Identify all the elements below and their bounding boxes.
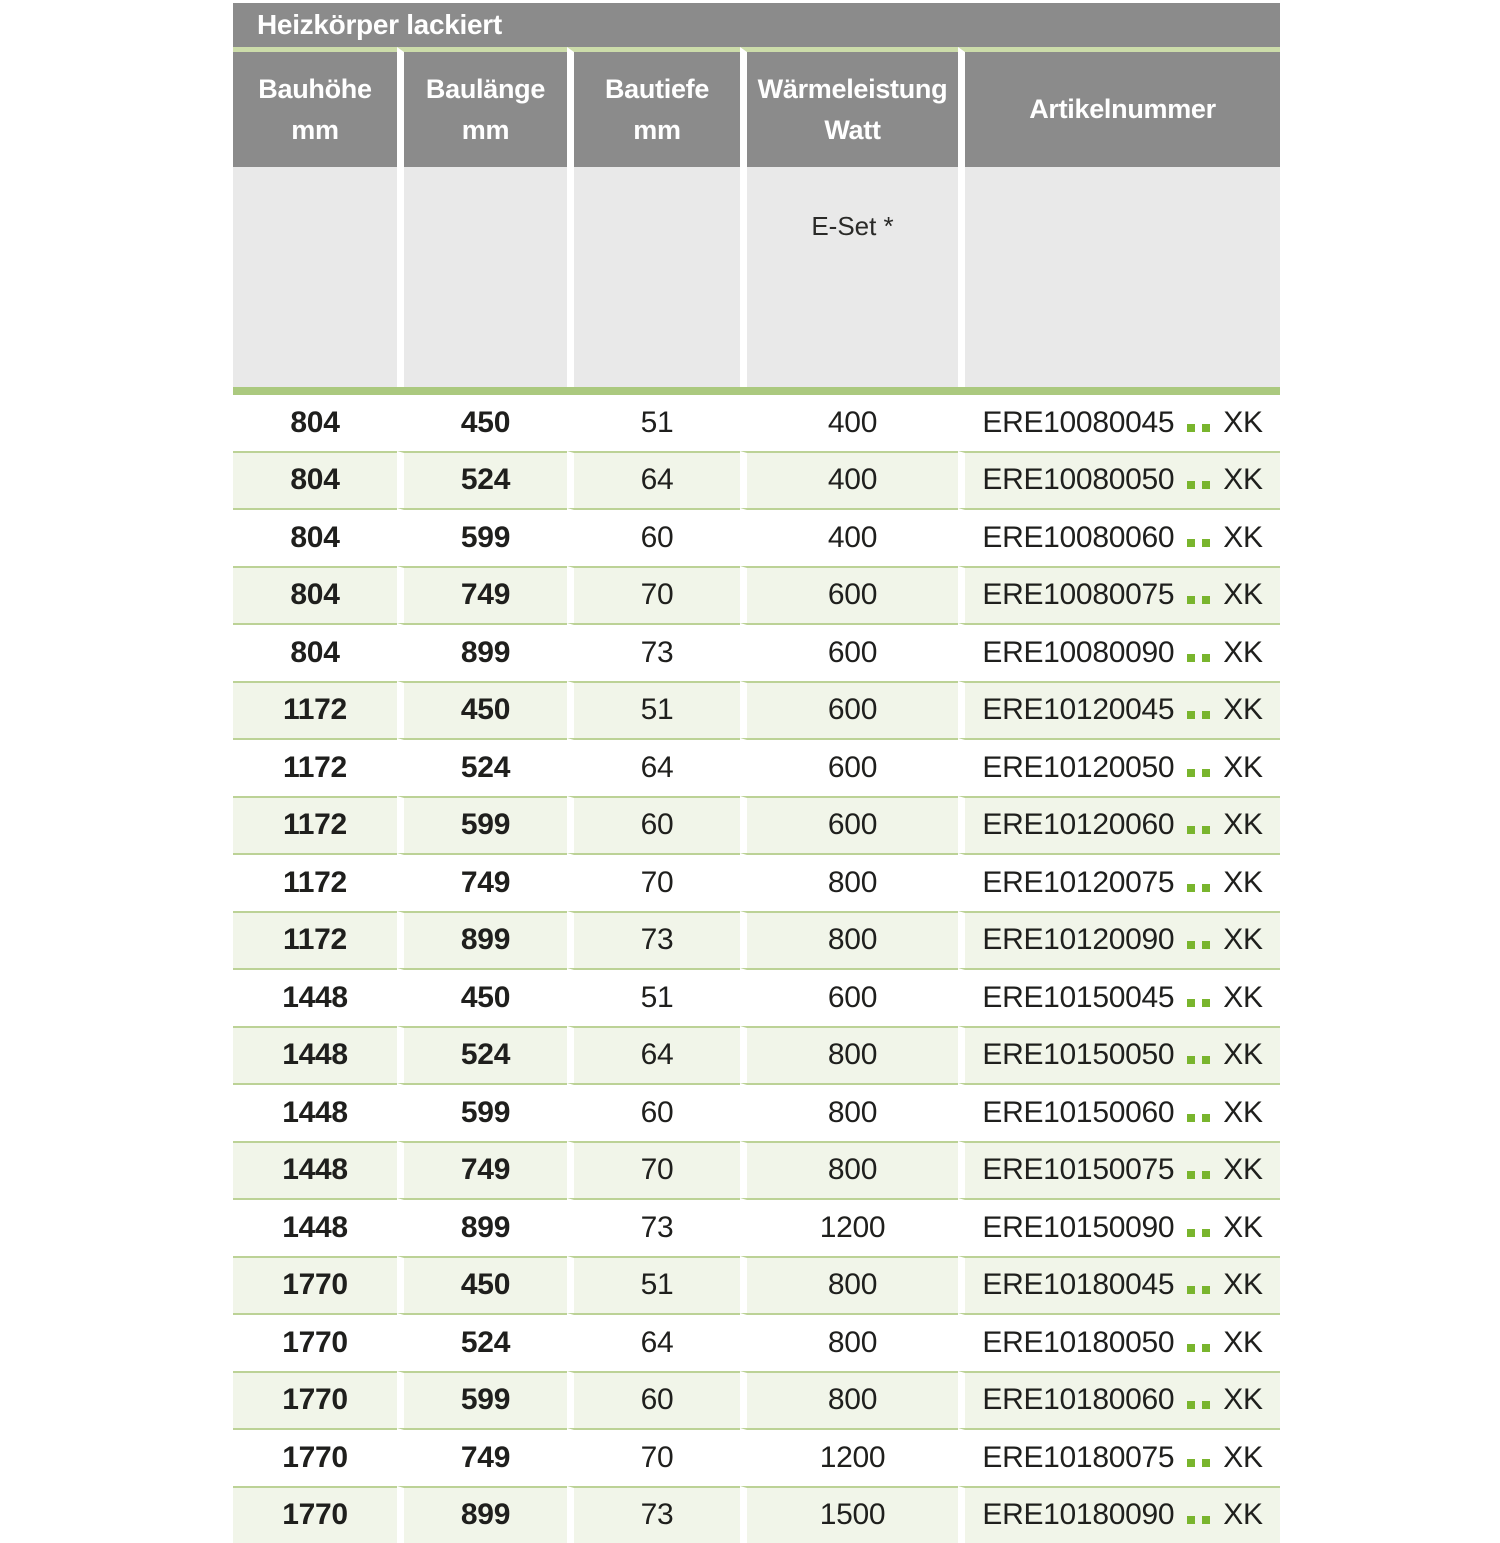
column-header-unit: Watt — [747, 110, 958, 151]
cell-bautiefe: 60 — [567, 508, 740, 566]
cell-waermeleistung: 800 — [740, 1313, 958, 1371]
green-dot — [1187, 1344, 1195, 1352]
cell-waermeleistung: 600 — [740, 796, 958, 854]
green-dot — [1202, 1286, 1210, 1294]
artikelnummer-suffix: XK — [1223, 808, 1262, 841]
cell-artikelnummer — [958, 1428, 1280, 1486]
column-header-label: Baulänge — [404, 69, 567, 110]
cell-baulaenge: 524 — [397, 451, 567, 509]
cell-bauhoehe: 804 — [233, 395, 397, 451]
cell-artikelnummer — [958, 853, 1280, 911]
cell-bauhoehe: 804 — [233, 566, 397, 624]
table-body — [233, 395, 1280, 1543]
green-dot — [1202, 1171, 1210, 1179]
cell-bauhoehe: 1448 — [233, 1198, 397, 1256]
cell-waermeleistung: 800 — [740, 1026, 958, 1084]
cell-artikelnummer — [958, 1083, 1280, 1141]
column-header-baulaenge — [397, 47, 567, 167]
cell-bauhoehe: 1448 — [233, 1026, 397, 1084]
artikelnummer-suffix: XK — [1223, 636, 1262, 669]
cell-artikelnummer — [958, 1198, 1280, 1256]
green-divider-row — [233, 387, 1280, 395]
cell-artikelnummer — [958, 1486, 1280, 1543]
cell-baulaenge: 749 — [397, 853, 567, 911]
green-dot — [1202, 539, 1210, 547]
green-dot — [1202, 481, 1210, 489]
green-dot — [1187, 941, 1195, 949]
cell-waermeleistung: 800 — [740, 853, 958, 911]
artikelnummer-prefix: ERE10080045 — [982, 406, 1174, 439]
cell-waermeleistung: 1200 — [740, 1428, 958, 1486]
subheader-cell-bauhoehe — [233, 167, 397, 387]
artikelnummer-suffix: XK — [1223, 981, 1262, 1014]
green-divider-bar — [233, 387, 1280, 395]
column-header-bautiefe — [567, 47, 740, 167]
cell-baulaenge: 599 — [397, 796, 567, 854]
cell-bautiefe: 70 — [567, 1141, 740, 1199]
cell-bautiefe: 73 — [567, 911, 740, 969]
green-dot — [1187, 1056, 1195, 1064]
cell-bautiefe: 70 — [567, 1428, 740, 1486]
green-dot — [1187, 1459, 1195, 1467]
cell-bautiefe: 73 — [567, 1486, 740, 1543]
artikelnummer-prefix: ERE10120060 — [982, 808, 1174, 841]
cell-bautiefe: 64 — [567, 1313, 740, 1371]
green-dot — [1187, 999, 1195, 1007]
cell-bautiefe: 60 — [567, 1371, 740, 1429]
cell-waermeleistung: 800 — [740, 1256, 958, 1314]
green-dot — [1202, 596, 1210, 604]
artikelnummer-suffix: XK — [1223, 1211, 1262, 1244]
artikelnummer-prefix: ERE10080090 — [982, 636, 1174, 669]
green-dot — [1187, 1171, 1195, 1179]
cell-bauhoehe: 1172 — [233, 738, 397, 796]
column-header-label: Bautiefe — [574, 69, 740, 110]
column-header-waermeleistung — [740, 47, 958, 167]
green-dot — [1202, 1459, 1210, 1467]
table-row — [233, 395, 1280, 451]
artikelnummer-suffix: XK — [1223, 1498, 1262, 1531]
cell-baulaenge: 599 — [397, 1371, 567, 1429]
artikelnummer-prefix: ERE10150050 — [982, 1038, 1174, 1071]
green-dot — [1187, 826, 1195, 834]
table-row — [233, 738, 1280, 796]
artikelnummer-prefix: ERE10180090 — [982, 1498, 1174, 1531]
green-dot — [1202, 826, 1210, 834]
artikelnummer-suffix: XK — [1223, 1441, 1262, 1474]
green-dot — [1187, 1114, 1195, 1122]
cell-bauhoehe: 1770 — [233, 1371, 397, 1429]
cell-waermeleistung: 600 — [740, 681, 958, 739]
artikelnummer-suffix: XK — [1223, 1153, 1262, 1186]
subheader-cell-artikelnummer — [958, 167, 1280, 387]
subheader-cell-eset — [740, 167, 958, 387]
artikelnummer-suffix: XK — [1223, 578, 1262, 611]
cell-artikelnummer — [958, 1026, 1280, 1084]
green-dot — [1187, 539, 1195, 547]
table-row — [233, 911, 1280, 969]
table-title: Heizkörper lackiert — [233, 3, 1280, 47]
cell-baulaenge: 450 — [397, 968, 567, 1026]
green-dot — [1187, 711, 1195, 719]
cell-baulaenge: 749 — [397, 1141, 567, 1199]
green-dot — [1202, 999, 1210, 1007]
artikelnummer-suffix: XK — [1223, 923, 1262, 956]
cell-artikelnummer — [958, 508, 1280, 566]
green-dot — [1202, 1401, 1210, 1409]
table-row — [233, 451, 1280, 509]
cell-bautiefe: 64 — [567, 451, 740, 509]
cell-bauhoehe: 804 — [233, 623, 397, 681]
column-header-artikelnummer — [958, 47, 1280, 167]
cell-artikelnummer — [958, 1313, 1280, 1371]
cell-waermeleistung: 600 — [740, 566, 958, 624]
artikelnummer-suffix: XK — [1223, 1326, 1262, 1359]
table-row — [233, 1313, 1280, 1371]
column-header-unit: mm — [574, 110, 740, 151]
green-dot — [1187, 884, 1195, 892]
cell-artikelnummer — [958, 1371, 1280, 1429]
green-dot — [1202, 884, 1210, 892]
cell-baulaenge: 899 — [397, 1486, 567, 1543]
cell-artikelnummer — [958, 395, 1280, 451]
artikelnummer-prefix: ERE10150075 — [982, 1153, 1174, 1186]
green-dot — [1202, 1114, 1210, 1122]
cell-baulaenge: 899 — [397, 911, 567, 969]
column-header-row — [233, 47, 1280, 167]
green-dot — [1187, 654, 1195, 662]
cell-waermeleistung: 600 — [740, 623, 958, 681]
subheader-row — [233, 167, 1280, 387]
artikelnummer-prefix: ERE10180060 — [982, 1383, 1174, 1416]
green-dot — [1187, 1286, 1195, 1294]
green-dot — [1202, 941, 1210, 949]
cell-bauhoehe: 1172 — [233, 796, 397, 854]
cell-bauhoehe: 804 — [233, 508, 397, 566]
artikelnummer-prefix: ERE10150090 — [982, 1211, 1174, 1244]
cell-baulaenge: 899 — [397, 1198, 567, 1256]
cell-waermeleistung: 1200 — [740, 1198, 958, 1256]
green-dot — [1202, 654, 1210, 662]
cell-baulaenge: 749 — [397, 1428, 567, 1486]
product-spec-table — [233, 3, 1280, 1543]
artikelnummer-prefix: ERE10120045 — [982, 693, 1174, 726]
cell-artikelnummer — [958, 566, 1280, 624]
table-row — [233, 1198, 1280, 1256]
cell-baulaenge: 524 — [397, 738, 567, 796]
cell-artikelnummer — [958, 1141, 1280, 1199]
artikelnummer-prefix: ERE10080050 — [982, 463, 1174, 496]
cell-bauhoehe: 1770 — [233, 1256, 397, 1314]
green-dot — [1187, 1401, 1195, 1409]
column-header-label: Artikelnummer — [965, 89, 1280, 130]
cell-waermeleistung: 800 — [740, 1083, 958, 1141]
artikelnummer-suffix: XK — [1223, 1096, 1262, 1129]
artikelnummer-suffix: XK — [1223, 406, 1262, 439]
artikelnummer-prefix: ERE10150045 — [982, 981, 1174, 1014]
cell-waermeleistung: 600 — [740, 738, 958, 796]
artikelnummer-prefix: ERE10120050 — [982, 751, 1174, 784]
cell-artikelnummer — [958, 623, 1280, 681]
green-dot — [1187, 1516, 1195, 1524]
cell-bautiefe: 60 — [567, 1083, 740, 1141]
cell-waermeleistung: 800 — [740, 1371, 958, 1429]
cell-bautiefe: 51 — [567, 968, 740, 1026]
cell-bautiefe: 70 — [567, 853, 740, 911]
cell-bautiefe: 64 — [567, 1026, 740, 1084]
cell-bauhoehe: 1172 — [233, 681, 397, 739]
green-dot — [1202, 1344, 1210, 1352]
cell-bauhoehe: 1770 — [233, 1486, 397, 1543]
cell-bautiefe: 64 — [567, 738, 740, 796]
cell-baulaenge: 524 — [397, 1313, 567, 1371]
table-row — [233, 623, 1280, 681]
artikelnummer-prefix: ERE10180050 — [982, 1326, 1174, 1359]
table-row — [233, 566, 1280, 624]
green-dot — [1202, 424, 1210, 432]
table-row — [233, 1428, 1280, 1486]
cell-waermeleistung: 400 — [740, 508, 958, 566]
artikelnummer-suffix: XK — [1223, 866, 1262, 899]
column-header-unit: mm — [233, 110, 397, 151]
column-header-bauhoehe — [233, 47, 397, 167]
table-row — [233, 968, 1280, 1026]
subheader-cell-bautiefe — [567, 167, 740, 387]
cell-baulaenge: 524 — [397, 1026, 567, 1084]
cell-baulaenge: 599 — [397, 1083, 567, 1141]
green-dot — [1202, 1516, 1210, 1524]
green-dot — [1187, 769, 1195, 777]
eset-label: E-Set * — [811, 167, 893, 242]
table-row — [233, 853, 1280, 911]
artikelnummer-prefix: ERE10180045 — [982, 1268, 1174, 1301]
artikelnummer-prefix: ERE10080060 — [982, 521, 1174, 554]
cell-waermeleistung: 1500 — [740, 1486, 958, 1543]
cell-waermeleistung: 800 — [740, 911, 958, 969]
cell-baulaenge: 450 — [397, 1256, 567, 1314]
cell-artikelnummer — [958, 1256, 1280, 1314]
cell-artikelnummer — [958, 911, 1280, 969]
cell-bauhoehe: 804 — [233, 451, 397, 509]
green-dot — [1187, 424, 1195, 432]
artikelnummer-prefix: ERE10180075 — [982, 1441, 1174, 1474]
cell-artikelnummer — [958, 968, 1280, 1026]
cell-bauhoehe: 1448 — [233, 1141, 397, 1199]
artikelnummer-prefix: ERE10080075 — [982, 578, 1174, 611]
column-header-label: Bauhöhe — [233, 69, 397, 110]
table-row — [233, 796, 1280, 854]
artikelnummer-suffix: XK — [1223, 463, 1262, 496]
artikelnummer-prefix: ERE10120090 — [982, 923, 1174, 956]
artikelnummer-suffix: XK — [1223, 521, 1262, 554]
table-row — [233, 1026, 1280, 1084]
artikelnummer-suffix: XK — [1223, 1038, 1262, 1071]
cell-baulaenge: 599 — [397, 508, 567, 566]
green-dot — [1187, 596, 1195, 604]
cell-baulaenge: 749 — [397, 566, 567, 624]
cell-bautiefe: 73 — [567, 1198, 740, 1256]
table-row — [233, 1141, 1280, 1199]
cell-artikelnummer — [958, 451, 1280, 509]
table-row — [233, 1256, 1280, 1314]
cell-baulaenge: 450 — [397, 681, 567, 739]
table-row — [233, 508, 1280, 566]
cell-waermeleistung: 600 — [740, 968, 958, 1026]
cell-bautiefe: 51 — [567, 1256, 740, 1314]
green-dot — [1202, 769, 1210, 777]
cell-bauhoehe: 1172 — [233, 853, 397, 911]
column-header-unit: mm — [404, 110, 567, 151]
artikelnummer-prefix: ERE10120075 — [982, 866, 1174, 899]
artikelnummer-suffix: XK — [1223, 693, 1262, 726]
table-row — [233, 1083, 1280, 1141]
cell-artikelnummer — [958, 681, 1280, 739]
table-row — [233, 1371, 1280, 1429]
cell-artikelnummer — [958, 738, 1280, 796]
artikelnummer-suffix: XK — [1223, 1268, 1262, 1301]
cell-bautiefe: 70 — [567, 566, 740, 624]
cell-bauhoehe: 1448 — [233, 968, 397, 1026]
artikelnummer-prefix: ERE10150060 — [982, 1096, 1174, 1129]
cell-bautiefe: 51 — [567, 681, 740, 739]
artikelnummer-suffix: XK — [1223, 751, 1262, 784]
green-dot — [1202, 1056, 1210, 1064]
cell-waermeleistung: 400 — [740, 451, 958, 509]
table-row — [233, 1486, 1280, 1543]
cell-bauhoehe: 1770 — [233, 1428, 397, 1486]
cell-waermeleistung: 400 — [740, 395, 958, 451]
cell-bautiefe: 51 — [567, 395, 740, 451]
green-dot — [1187, 481, 1195, 489]
artikelnummer-suffix: XK — [1223, 1383, 1262, 1416]
cell-waermeleistung: 800 — [740, 1141, 958, 1199]
green-dot — [1187, 1229, 1195, 1237]
green-dot — [1202, 1229, 1210, 1237]
cell-bautiefe: 60 — [567, 796, 740, 854]
column-header-label: Wärmeleistung — [747, 69, 958, 110]
cell-bautiefe: 73 — [567, 623, 740, 681]
cell-baulaenge: 899 — [397, 623, 567, 681]
green-dot — [1202, 711, 1210, 719]
title-row — [233, 3, 1280, 47]
cell-bauhoehe: 1172 — [233, 911, 397, 969]
table-row — [233, 681, 1280, 739]
subheader-cell-baulaenge — [397, 167, 567, 387]
cell-artikelnummer — [958, 796, 1280, 854]
cell-bauhoehe: 1448 — [233, 1083, 397, 1141]
cell-bauhoehe: 1770 — [233, 1313, 397, 1371]
cell-baulaenge: 450 — [397, 395, 567, 451]
